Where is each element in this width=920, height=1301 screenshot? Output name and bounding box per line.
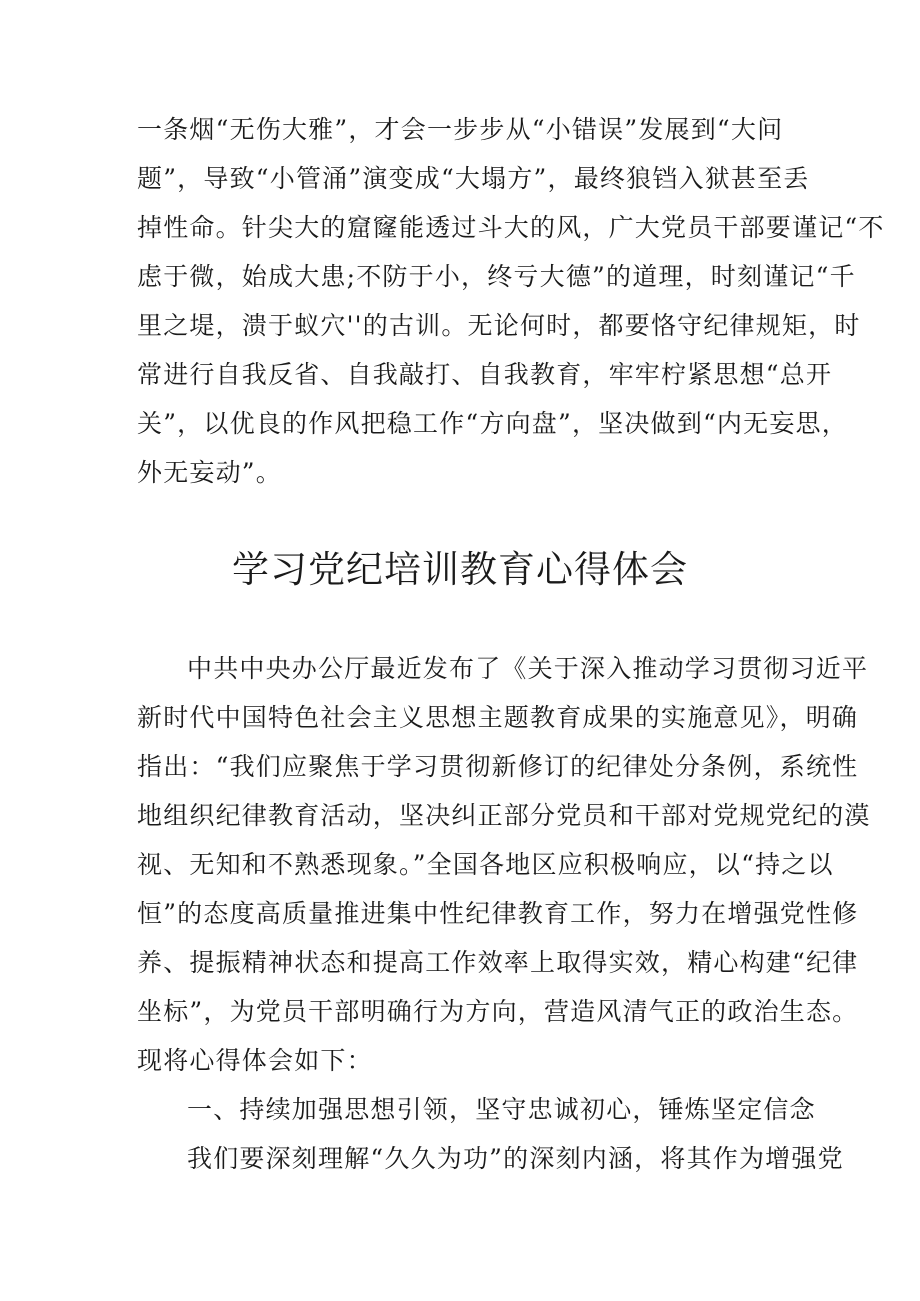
section-heading: 一、持续加强思想引领，坚守忠诚初心，锤炼坚定信念 <box>187 1095 816 1124</box>
text-line: 虑于微，始成大患;不防于小，终亏大德”的道理，时刻谨记“千 <box>137 262 856 291</box>
text-line: 常进行自我反省、自我敲打、自我教育，牢牢柠紧思想“总开 <box>137 360 833 389</box>
text-line: 恒”的态度高质量推进集中性纪律教育工作，努力在增强党性修 <box>137 899 859 928</box>
text-line: 外无妄动”。 <box>137 458 282 487</box>
text-line: 里之堤，溃于蚁穴''的古训。无论何时，都要恪守纪律规矩，时 <box>137 311 861 340</box>
text-line: 一条烟“无伤大雅”，才会一步步从“小错误”发展到“大问 <box>137 115 784 144</box>
text-line: 我们要深刻理解“久久为功”的深刻内涵，将其作为增强党 <box>187 1144 844 1173</box>
text-line: 地组织纪律教育活动，坚决纠正部分党员和干部对党规党纪的漠 <box>137 801 871 830</box>
text-line: 新时代中国特色社会主义思想主题教育成果的实施意见》，明确 <box>137 703 859 732</box>
text-line: 中共中央办公厅最近发布了《关于深入推动学习贯彻习近平 <box>187 654 869 683</box>
text-line: 坐标”，为党员干部明确行为方向，营造风清气正的政治生态。 <box>137 997 859 1026</box>
text-line: 掉性命。针尖大的窟窿能透过斗大的风，广大党员干部要谨记“不 <box>137 213 885 242</box>
text-line: 视、无知和不熟悉现象。”全国各地区应积极响应，以“持之以 <box>137 850 834 879</box>
text-line: 题”，导致“小管涌”演变成“大塌方”，最终狼铛入狱甚至丢 <box>137 164 810 193</box>
text-line: 指出：“我们应聚焦于学习贯彻新修订的纪律处分条例，系统性 <box>137 752 859 781</box>
text-line: 养、提振精神状态和提高工作效率上取得实效，精心构建“纪律 <box>137 948 859 977</box>
document-title: 学习党纪培训教育心得体会 <box>232 548 688 591</box>
text-line: 关”，以优良的作风把稳工作“方向盘”，坚决做到“内无妄思， <box>137 409 848 438</box>
text-line: 现将心得体会如下： <box>137 1046 373 1075</box>
